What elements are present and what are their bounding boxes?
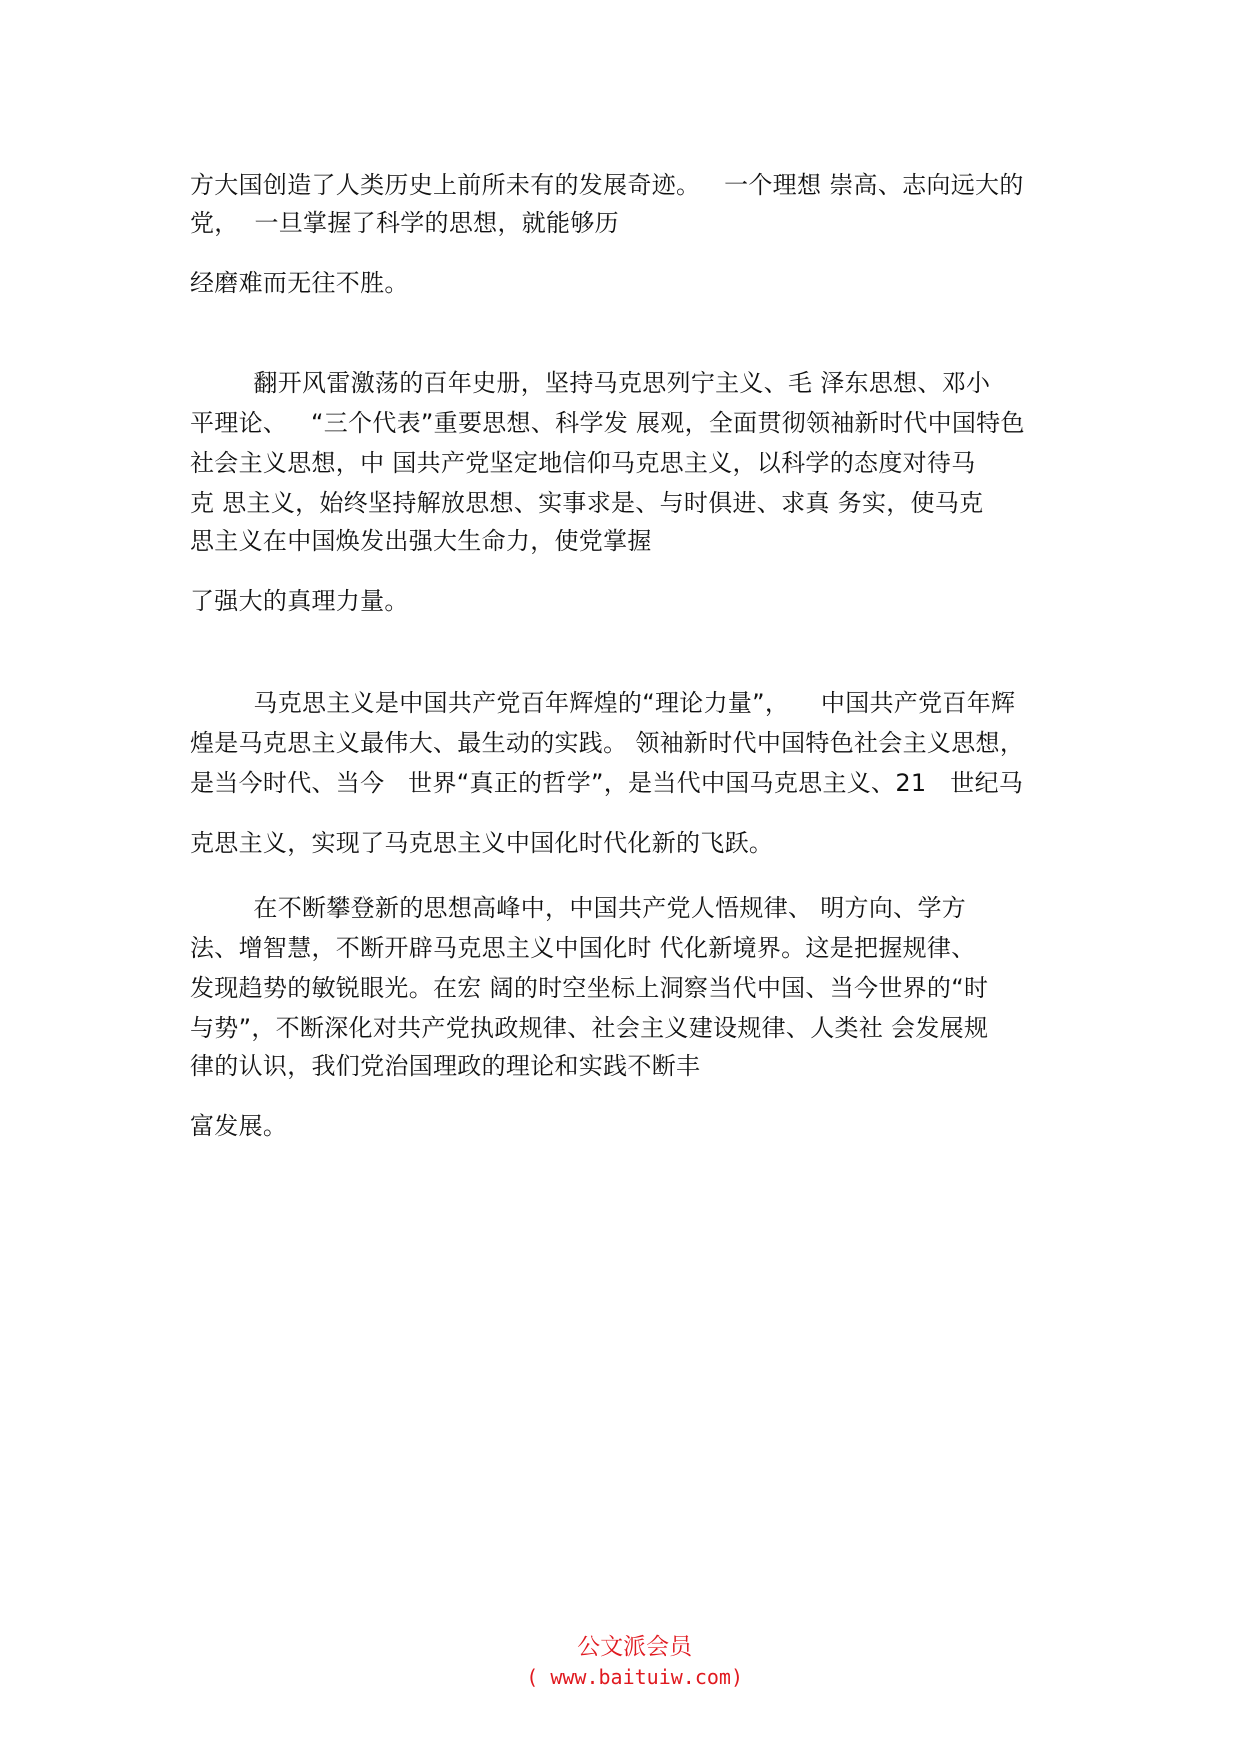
text-line: 律的认识，我们党治国理政的理论和实践不断丰 <box>190 1052 701 1080</box>
text-line: 马克思主义是中国共产党百年辉煌的“理论力量”， 中国共产党百年辉 <box>190 689 1016 717</box>
text-line: 党， 一旦掌握了科学的思想，就能够历 <box>190 209 619 237</box>
footer-label: 公文派会员 <box>577 1634 693 1660</box>
text-line: 平理论、 “三个代表”重要思想、科学发 展观，全面贯彻领袖新时代中国特色 <box>190 409 1025 437</box>
text-line: 克思主义，实现了马克思主义中国化时代化新的飞跃。 <box>190 829 774 857</box>
text-line: 富发展。 <box>190 1112 288 1140</box>
text-line: 经磨难而无往不胜。 <box>190 269 409 297</box>
text-line: 社会主义思想，中 国共产党坚定地信仰马克思主义，以科学的态度对待马 <box>190 449 976 477</box>
text-line: 发现趋势的敏锐眼光。在宏 阔的时空坐标上洞察当代中国、当今世界的“时 <box>190 974 989 1002</box>
text-line: 方大国创造了人类历史上前所未有的发展奇迹。 一个理想 崇高、志向远大的 <box>190 171 1024 199</box>
text-line: 思主义在中国焕发出强大生命力，使党掌握 <box>190 527 652 555</box>
text-line: 克 思主义，始终坚持解放思想、实事求是、与时俱进、求真 务实，使马克 <box>190 489 984 517</box>
text-line: 了强大的真理力量。 <box>190 587 409 615</box>
footer-watermark <box>0 1602 1240 1722</box>
text-line: 煌是马克思主义最伟大、最生动的实践。 领袖新时代中国特色社会主义思想， <box>190 729 1025 757</box>
text-line: 翻开风雷激荡的百年史册，坚持马克思列宁主义、毛 泽东思想、邓小 <box>190 369 991 397</box>
text-line: 是当今时代、当今 世界“真正的哲学”，是当代中国马克思主义、21 世纪马 <box>190 769 1024 797</box>
text-line: 在不断攀登新的思想高峰中，中国共产党人悟规律、 明方向、学方 <box>190 894 967 922</box>
text-line: 与势”，不断深化对共产党执政规律、社会主义建设规律、人类社 会发展规 <box>190 1014 989 1042</box>
text-line: 法、增智慧，不断开辟马克思主义中国化时 代化新境界。这是把握规律、 <box>190 934 976 962</box>
footer-url[interactable]: ( www.baituiw.com) <box>526 1665 743 1689</box>
